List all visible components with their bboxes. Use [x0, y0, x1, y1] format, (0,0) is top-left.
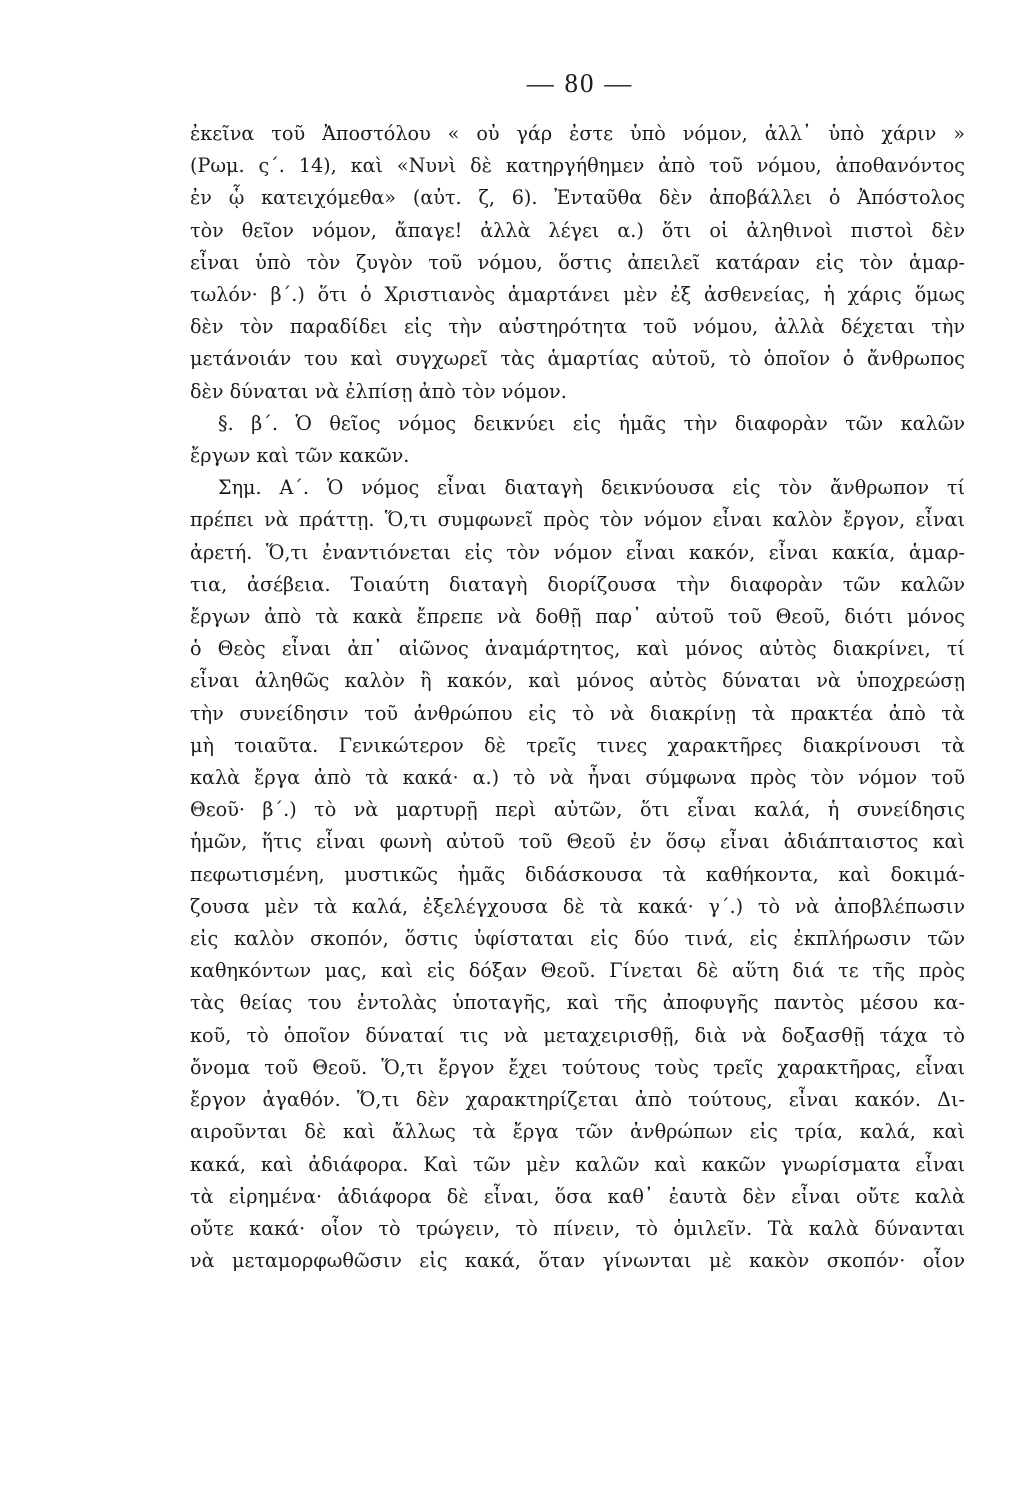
- text-line: ἀρετή. Ὅ,τι ἐναντιόνεται εἰς τὸν νόμον εἶναι κακόν, εἶναι κακία, ἁμαρ-: [190, 540, 965, 564]
- page-number: — 80 —: [526, 68, 634, 98]
- body-text: [190, 118, 965, 1277]
- text-line: εἶναι ἀληθῶς καλὸν ἢ κακόν, καὶ μόνος αὐτὸς δύναται νὰ ὑποχρεώσῃ: [190, 669, 965, 693]
- text-line: ἔργον ἀγαθόν. Ὅ,τι δὲν χαρακτηρίζεται ἀπὸ τούτους, εἶναι κακόν. Δι-: [190, 1088, 965, 1112]
- paragraph-end-line: δὲν δύναται νὰ ἐλπίσῃ ἀπὸ τὸν νόμον.: [190, 379, 567, 403]
- text-line: μὴ τοιαῦτα. Γενικώτερον δὲ τρεῖς τινες χαρακτῆρες διακρίνουσι τὰ: [190, 733, 965, 757]
- text-line: καλὰ ἔργα ἀπὸ τὰ κακά· α.) τὸ νὰ ἦναι σύμφωνα πρὸς τὸν νόμον τοῦ: [190, 766, 965, 790]
- section-heading-end-line: ἔργων καὶ τῶν κακῶν.: [190, 444, 410, 468]
- text-line: καθηκόντων μας, καὶ εἰς δόξαν Θεοῦ. Γίνεται δὲ αὕτη διά τε τῆς πρὸς: [190, 959, 965, 983]
- text-line: νὰ μεταμορφωθῶσιν εἰς κακά, ὅταν γίνωνται μὲ κακὸν σκοπόν· οἷον: [190, 1249, 965, 1273]
- text-line: τια, ἀσέβεια. Τοιαύτη διαταγὴ διορίζουσα τὴν διαφορὰν τῶν καλῶν: [190, 572, 965, 596]
- text-line: τὴν συνείδησιν τοῦ ἀνθρώπου εἰς τὸ νὰ διακρίνῃ τὰ πρακτέα ἀπὸ τὰ: [190, 701, 965, 725]
- section-heading-line: §. β´. Ὁ θεῖος νόμος δεικνύει εἰς ἡμᾶς τὴν διαφορὰν τῶν καλῶν: [218, 411, 965, 435]
- note-first-line: Σημ. Α´. Ὁ νόμος εἶναι διαταγὴ δεικνύουσα εἰς τὸν ἄνθρωπον τί: [218, 476, 965, 500]
- text-line: δὲν τὸν παραδίδει εἰς τὴν αὐστηρότητα τοῦ νόμου, ἀλλὰ δέχεται τὴν: [190, 315, 965, 339]
- text-line: ἡμῶν, ἥτις εἶναι φωνὴ αὐτοῦ τοῦ Θεοῦ ἐν ὅσῳ εἶναι ἀδιάπταιστος καὶ: [190, 830, 965, 854]
- text-line: (Ρωμ. ς´. 14), καὶ «Νυνὶ δὲ κατηργήθημεν ἀπὸ τοῦ νόμου, ἀποθανόντος: [190, 154, 965, 178]
- text-line: μετάνοιάν του καὶ συγχωρεῖ τὰς ἁμαρτίας αὐτοῦ, τὸ ὁποῖον ὁ ἄνθρωπος: [190, 347, 965, 371]
- text-line: οὔτε κακά· οἷον τὸ τρώγειν, τὸ πίνειν, τὸ ὁμιλεῖν. Τὰ καλὰ δύνανται: [190, 1216, 965, 1240]
- text-line: τὸν θεῖον νόμον, ἄπαγε! ἀλλὰ λέγει α.) ὅτι οἱ ἀληθινοὶ πιστοὶ δὲν: [190, 218, 965, 242]
- text-line: πεφωτισμένη, μυστικῶς ἡμᾶς διδάσκουσα τὰ καθήκοντα, καὶ δοκιμά-: [190, 862, 965, 886]
- text-line: κακά, καὶ ἀδιάφορα. Καὶ τῶν μὲν καλῶν καὶ κακῶν γνωρίσματα εἶναι: [190, 1152, 965, 1176]
- text-line: εἰς καλὸν σκοπόν, ὅστις ὑφίσταται εἰς δύο τινά, εἰς ἐκπλήρωσιν τῶν: [190, 927, 965, 951]
- text-line: Θεοῦ· β´.) τὸ νὰ μαρτυρῇ περὶ αὐτῶν, ὅτι εἶναι καλά, ἡ συνείδησις: [190, 798, 965, 822]
- text-line: ὁ Θεὸς εἶναι ἀπ᾿ αἰῶνος ἀναμάρτητος, καὶ μόνος αὐτὸς διακρίνει, τί: [190, 637, 965, 661]
- text-line: τὰ εἰρημένα· ἀδιάφορα δὲ εἶναι, ὅσα καθ᾿ ἑαυτὰ δὲν εἶναι οὔτε καλὰ: [190, 1184, 965, 1208]
- text-line: εἶναι ὑπὸ τὸν ζυγὸν τοῦ νόμου, ὅστις ἀπειλεῖ κατάραν εἰς τὸν ἁμαρ-: [190, 250, 965, 274]
- text-line: ἔργων ἀπὸ τὰ κακὰ ἔπρεπε νὰ δοθῇ παρ᾿ αὐτοῦ τοῦ Θεοῦ, διότι μόνος: [190, 605, 965, 629]
- text-line: κοῦ, τὸ ὁποῖον δύναταί τις νὰ μεταχειρισθῇ, διὰ νὰ δοξασθῇ τάχα τὸ: [190, 1023, 965, 1047]
- text-line: ὄνομα τοῦ Θεοῦ. Ὅ,τι ἔργον ἔχει τούτους τοὺς τρεῖς χαρακτῆρας, εἶναι: [190, 1055, 965, 1079]
- text-line: πρέπει νὰ πράττῃ. Ὅ,τι συμφωνεῖ πρὸς τὸν νόμον εἶναι καλὸν ἔργον, εἶναι: [190, 508, 965, 532]
- text-line: ἐκεῖνα τοῦ Ἀποστόλου « οὐ γάρ ἐστε ὑπὸ νόμον, ἀλλ᾿ ὑπὸ χάριν »: [190, 122, 965, 145]
- text-line: τὰς θείας του ἐντολὰς ὑποταγῆς, καὶ τῆς ἀποφυγῆς παντὸς μέσου κα-: [190, 991, 965, 1015]
- text-line: ἐν ᾧ κατειχόμεθα» (αὐτ. ζ, 6). Ἐνταῦθα δὲν ἀποβάλλει ὁ Ἀπόστολος: [190, 186, 965, 210]
- text-line: ζουσα μὲν τὰ καλά, ἐξελέγχουσα δὲ τὰ κακά· γ´.) τὸ νὰ ἀποβλέπωσιν: [190, 894, 965, 918]
- text-line: τωλόν· β´.) ὅτι ὁ Χριστιανὸς ἁμαρτάνει μὲν ἐξ ἀσθενείας, ἡ χάρις ὅμως: [190, 283, 965, 307]
- text-line: αιροῦνται δὲ καὶ ἄλλως τὰ ἔργα τῶν ἀνθρώπων εἰς τρία, καλά, καὶ: [190, 1120, 965, 1144]
